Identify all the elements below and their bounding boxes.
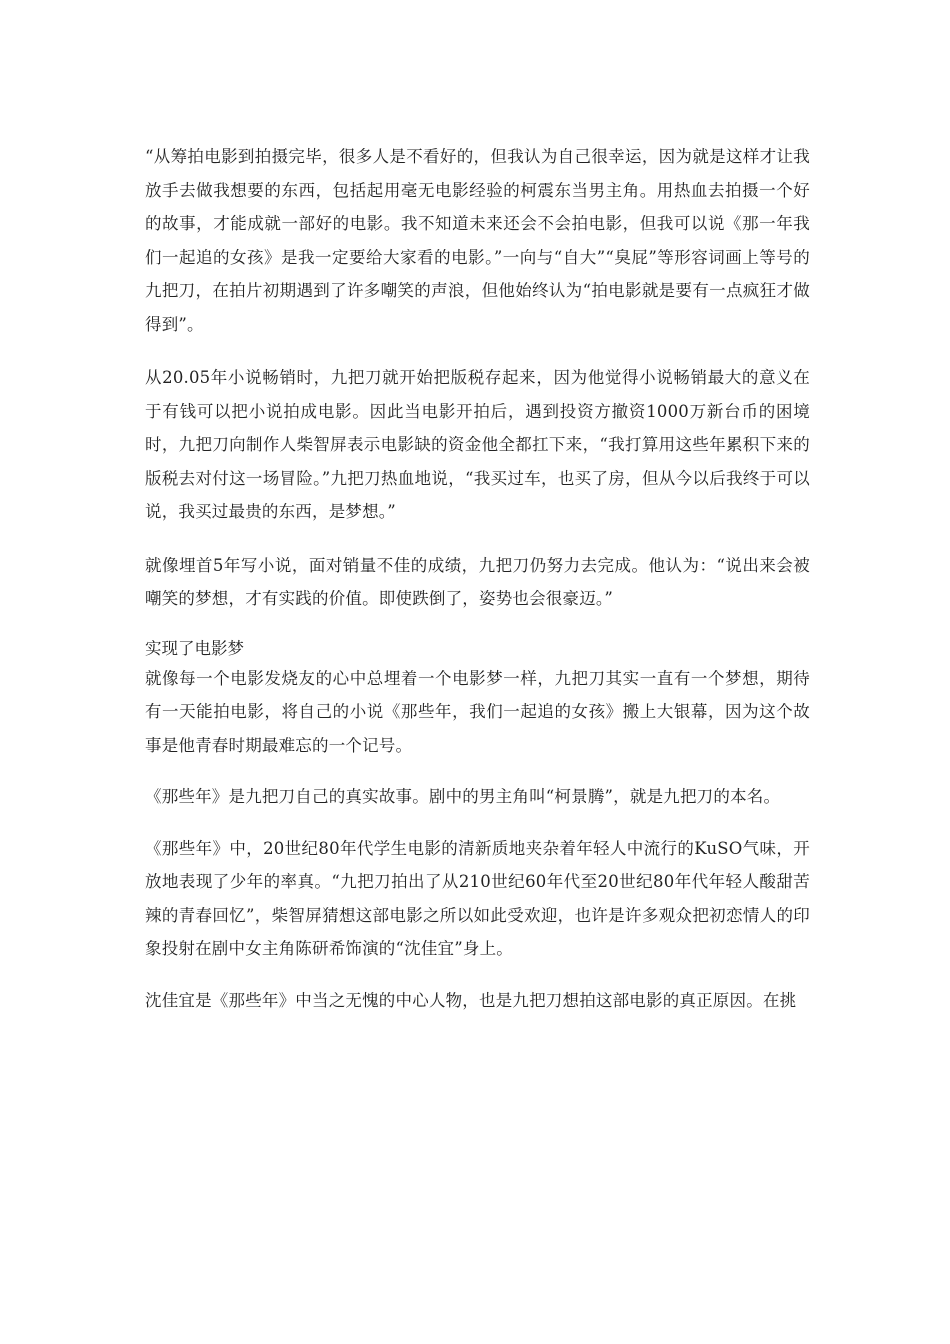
section-paragraph-3: 《那些年》中，20世纪80年代学生电影的清新质地夹杂着年轻人中流行的KuSO气味，开放地表现了少年的率真。“九把刀拍出了从210世纪60年代至20世纪80年代年轻人酸甜苦辣的青春回忆”，柴智屏猜想这部电影之所以如此受欢迎，也许是许多观众把初恋情人的印象投射在剧中女主角陈研希饰演的“沈佳宜”身上。 [145,838,810,958]
section-paragraph-1: 就像每一个电影发烧友的心中总埋着一个电影梦一样，九把刀其实一直有一个梦想，期待有一天能拍电影，将自己的小说《那些年，我们一起追的女孩》搬上大银幕，因为这个故事是他青春时期最难忘的一个记号。 [145,668,810,755]
paragraph-3: 就像埋首5年写小说，面对销量不佳的成绩，九把刀仍努力去完成。他认为：“说出来会被嘲笑的梦想，才有实践的价值。即使跌倒了，姿势也会很豪迈。” [145,555,810,608]
document-body [145,140,810,1017]
section-paragraph-2: 《那些年》是九把刀自己的真实故事。剧中的男主角叫“柯景腾”，就是九把刀的本名。 [145,787,781,806]
section-paragraph-4: 沈佳宜是《那些年》中当之无愧的中心人物，也是九把刀想拍这部电影的真正原因。在挑 [145,990,797,1010]
paragraph-1: “从筹拍电影到拍摄完毕，很多人是不看好的，但我认为自己很幸运，因为就是这样才让我放手去做我想要的东西，包括起用毫无电影经验的柯震东当男主角。用热血去拍摄一个好的故事，才能成就一部好的电影。我不知道未来还会不会拍电影，但我可以说《那一年我们一起追的女孩》是我一定要给大家看的电影。”一向与“自大”“臭屁”等形容词画上等号的九把刀，在拍片初期遇到了许多嘲笑的声浪，但他始终认为“拍电影就是要有一点疯狂才做得到”。 [145,147,810,334]
paragraph-2: 从20.05年小说畅销时，九把刀就开始把版税存起来，因为他觉得小说畅销最大的意义在于有钱可以把小说拍成电影。因此当电影开拍后，遇到投资方撤资1000万新台币的困境时，九把刀向制作人柴智屏表示电影缺的资金他全都扛下来，“我打算用这些年累积下来的版税去对付这一场冒险。”九把刀热血地说，“我买过车，也买了房，但从今以后我终于可以说，我买过最贵的东西，是梦想。” [145,368,810,521]
section-heading: 实现了电影梦 [145,638,244,658]
